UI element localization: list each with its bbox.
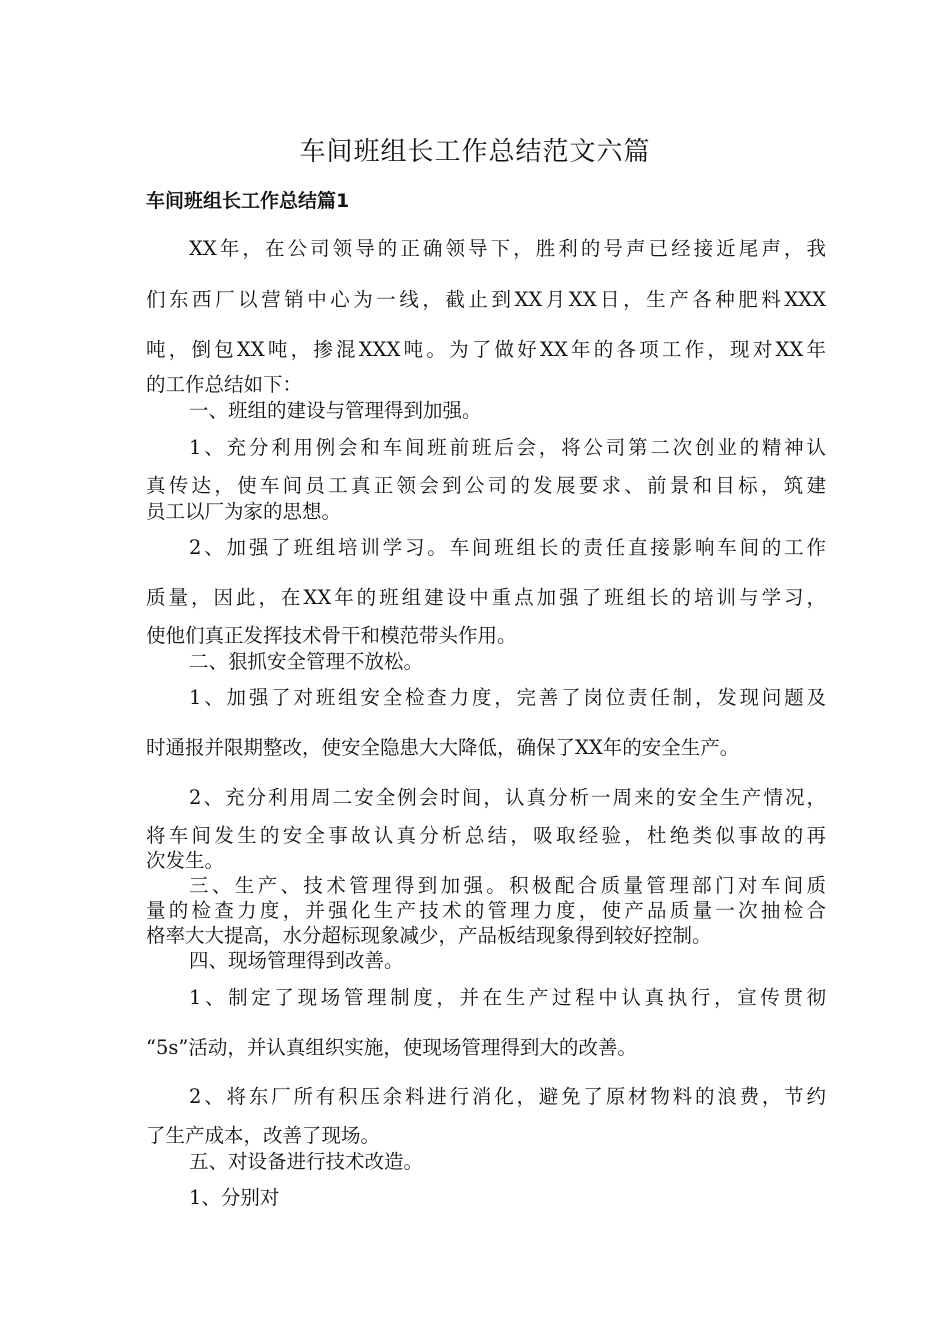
paragraph-line: 时通报并限期整改，使安全隐患大大降低，确保了XX年的安全生产。 [146,736,740,759]
paragraph-line: 们东西厂以营销中心为一线，截止到XX月XX日，生产各种肥料XXX [146,288,826,311]
paragraph-line: 使他们真正发挥技术骨干和模范带头作用。 [146,624,517,647]
paragraph-line: 2、加强了班组培训学习。车间班组长的责任直接影响车间的工作 [189,536,826,559]
document-title: 车间班组长工作总结范文六篇 [299,137,651,167]
paragraph-line: 五、对设备进行技术改造。 [189,1150,424,1173]
paragraph-line: 将车间发生的安全事故认真分析总结，吸取经验，杜绝类似事故的再 [146,824,826,847]
paragraph-line: 1、加强了对班组安全检查力度，完善了岗位责任制，发现问题及 [189,686,826,709]
paragraph-line: 三、生产、技术管理得到加强。积极配合质量管理部门对车间质 [189,874,826,897]
paragraph-line: 员工以厂为家的思想。 [146,500,342,523]
paragraph-line: 四、现场管理得到改善。 [189,949,404,972]
paragraph-line: 吨，倒包XX吨，掺混XXX吨。为了做好XX年的各项工作，现对XX年 [146,338,826,361]
paragraph-line: 真传达，使车间员工真正领会到公司的发展要求、前景和目标，筑建 [146,474,826,497]
paragraph-line: 了生产成本，改善了现场。 [146,1124,381,1147]
paragraph-line: XX年，在公司领导的正确领导下，胜利的号声已经接近尾声，我 [189,237,826,260]
paragraph-line: 的工作总结如下： [146,373,303,396]
section-heading: 车间班组长工作总结篇1 [146,190,350,212]
paragraph-line: 格率大大提高，水分超标现象减少，产品板结现象得到较好控制。 [146,924,712,947]
paragraph-line: 质量，因此，在XX年的班组建设中重点加强了班组长的培训与学习， [146,586,826,609]
paragraph-line: 1、制定了现场管理制度，并在生产过程中认真执行，宣传贯彻 [189,986,826,1009]
paragraph-line: 2、充分利用周二安全例会时间，认真分析一周来的安全生产情况， [189,786,826,809]
paragraph-line: 一、班组的建设与管理得到加强。 [189,399,482,422]
paragraph-line: 二、狠抓安全管理不放松。 [189,650,424,673]
paragraph-line: “5s”活动，并认真组织实施，使现场管理得到大的改善。 [146,1036,637,1059]
paragraph-line: 2、将东厂所有积压余料进行消化，避免了原材物料的浪费，节约 [189,1085,826,1108]
paragraph-line: 1、分别对 [189,1186,280,1209]
paragraph-line: 1、充分利用例会和车间班前班后会，将公司第二次创业的精神认 [189,436,826,459]
paragraph-line: 量的检查力度，并强化生产技术的管理力度，使产品质量一次抽检合 [146,899,826,922]
paragraph-line: 次发生。 [146,849,225,872]
